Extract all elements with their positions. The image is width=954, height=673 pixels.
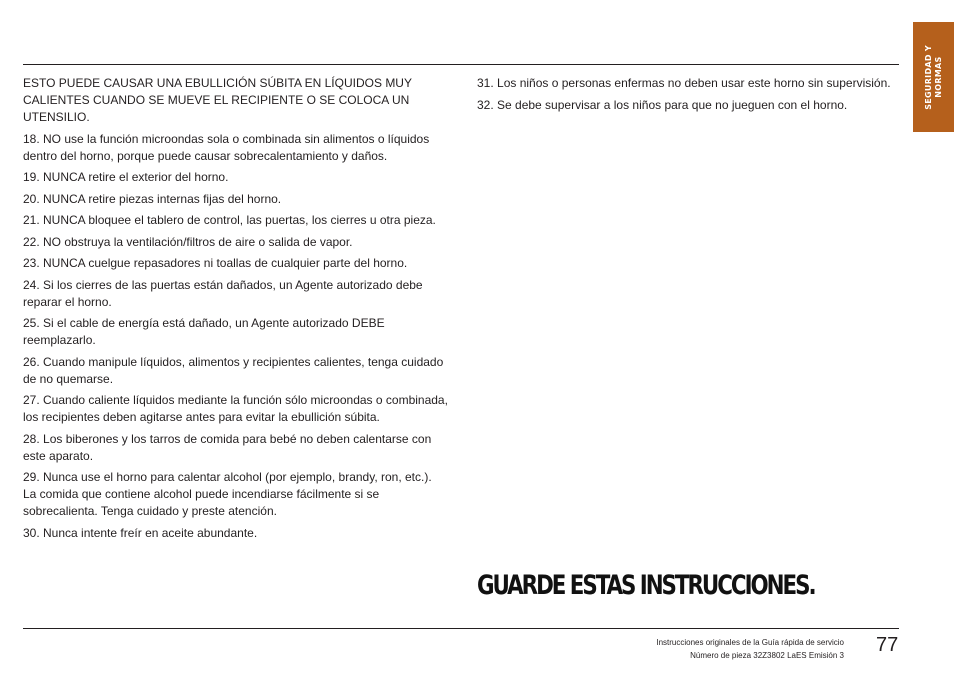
instruction-item-19: 19. NUNCA retire el exterior del horno. — [23, 170, 229, 184]
footer-text — [656, 636, 844, 662]
bottom-divider — [23, 628, 899, 629]
section-tab-line-1: SEGURIDAD Y — [923, 44, 933, 110]
footer-line-1: Instrucciones originales de la Guía rápida de servicio — [656, 638, 844, 647]
instruction-item-20: 20. NUNCA retire piezas internas fijas del horno. — [23, 191, 282, 206]
instruction-item-30: 30. Nunca intente freír en aceite abundante. — [23, 525, 258, 540]
instruction-item-25: 25. Si el cable de energía está dañado, un Agente autorizado DEBE reemplazarlo. — [23, 316, 385, 347]
right-column — [477, 75, 902, 118]
instruction-item-21: 21. NUNCA bloquee el tablero de control, las puertas, los cierres u otra pieza. — [23, 213, 436, 227]
instruction-item-23: 23. NUNCA cuelgue repasadores ni toallas de cualquier parte del horno. — [23, 256, 408, 270]
instruction-item-18: 18. NO use la función microondas sola o combinada sin alimentos o líquidos dentro del horno, porque puede causar sobrecalentamiento y daños. — [23, 131, 430, 163]
section-tab-line-2: NORMAS — [933, 56, 943, 98]
instruction-item-29: 29. Nunca use el horno para calentar alcohol (por ejemplo, brandy, ron, etc.). La comida que contiene alcohol puede incendiarse fácilmente si se sobrecalienta. Tenga cuidado y preste atención. — [23, 470, 432, 518]
top-divider — [23, 64, 899, 65]
footer-line-2: Número de pieza 32Z3802 LaES Emisión 3 — [690, 651, 844, 660]
instruction-item-26: 26. Cuando manipule líquidos, alimentos y recipientes calientes, tenga cuidado de no quemarse. — [23, 354, 444, 386]
left-column — [23, 75, 448, 546]
instruction-item-22: 22. NO obstruya la ventilación/filtros de aire o salida de vapor. — [23, 234, 353, 249]
section-tab-label — [924, 45, 944, 110]
page-number: 77 — [876, 634, 899, 656]
headline: GUARDE ESTAS INSTRUCCIONES. — [477, 570, 815, 601]
instruction-item-27: 27. Cuando caliente líquidos mediante la función sólo microondas o combinada, los recipientes deben agitarse antes para evitar la ebullición súbita. — [23, 393, 448, 424]
section-tab — [913, 22, 954, 132]
instruction-item-24: 24. Si los cierres de las puertas están dañados, un Agente autorizado debe reparar el horno. — [23, 277, 423, 309]
instruction-item-28: 28. Los biberones y los tarros de comida para bebé no deben calentarse con este aparato. — [23, 431, 432, 463]
warning-paragraph: ESTO PUEDE CAUSAR UNA EBULLICIÓN SÚBITA EN LÍQUIDOS MUY CALIENTES CUANDO SE MUEVE EL RECIPIENTE O SE COLOCA UN UTENSILIO. — [23, 76, 412, 124]
instruction-item-32: 32. Se debe supervisar a los niños para que no jueguen con el horno. — [477, 97, 848, 112]
instruction-item-31: 31. Los niños o personas enfermas no deben usar este horno sin supervisión. — [477, 76, 891, 90]
